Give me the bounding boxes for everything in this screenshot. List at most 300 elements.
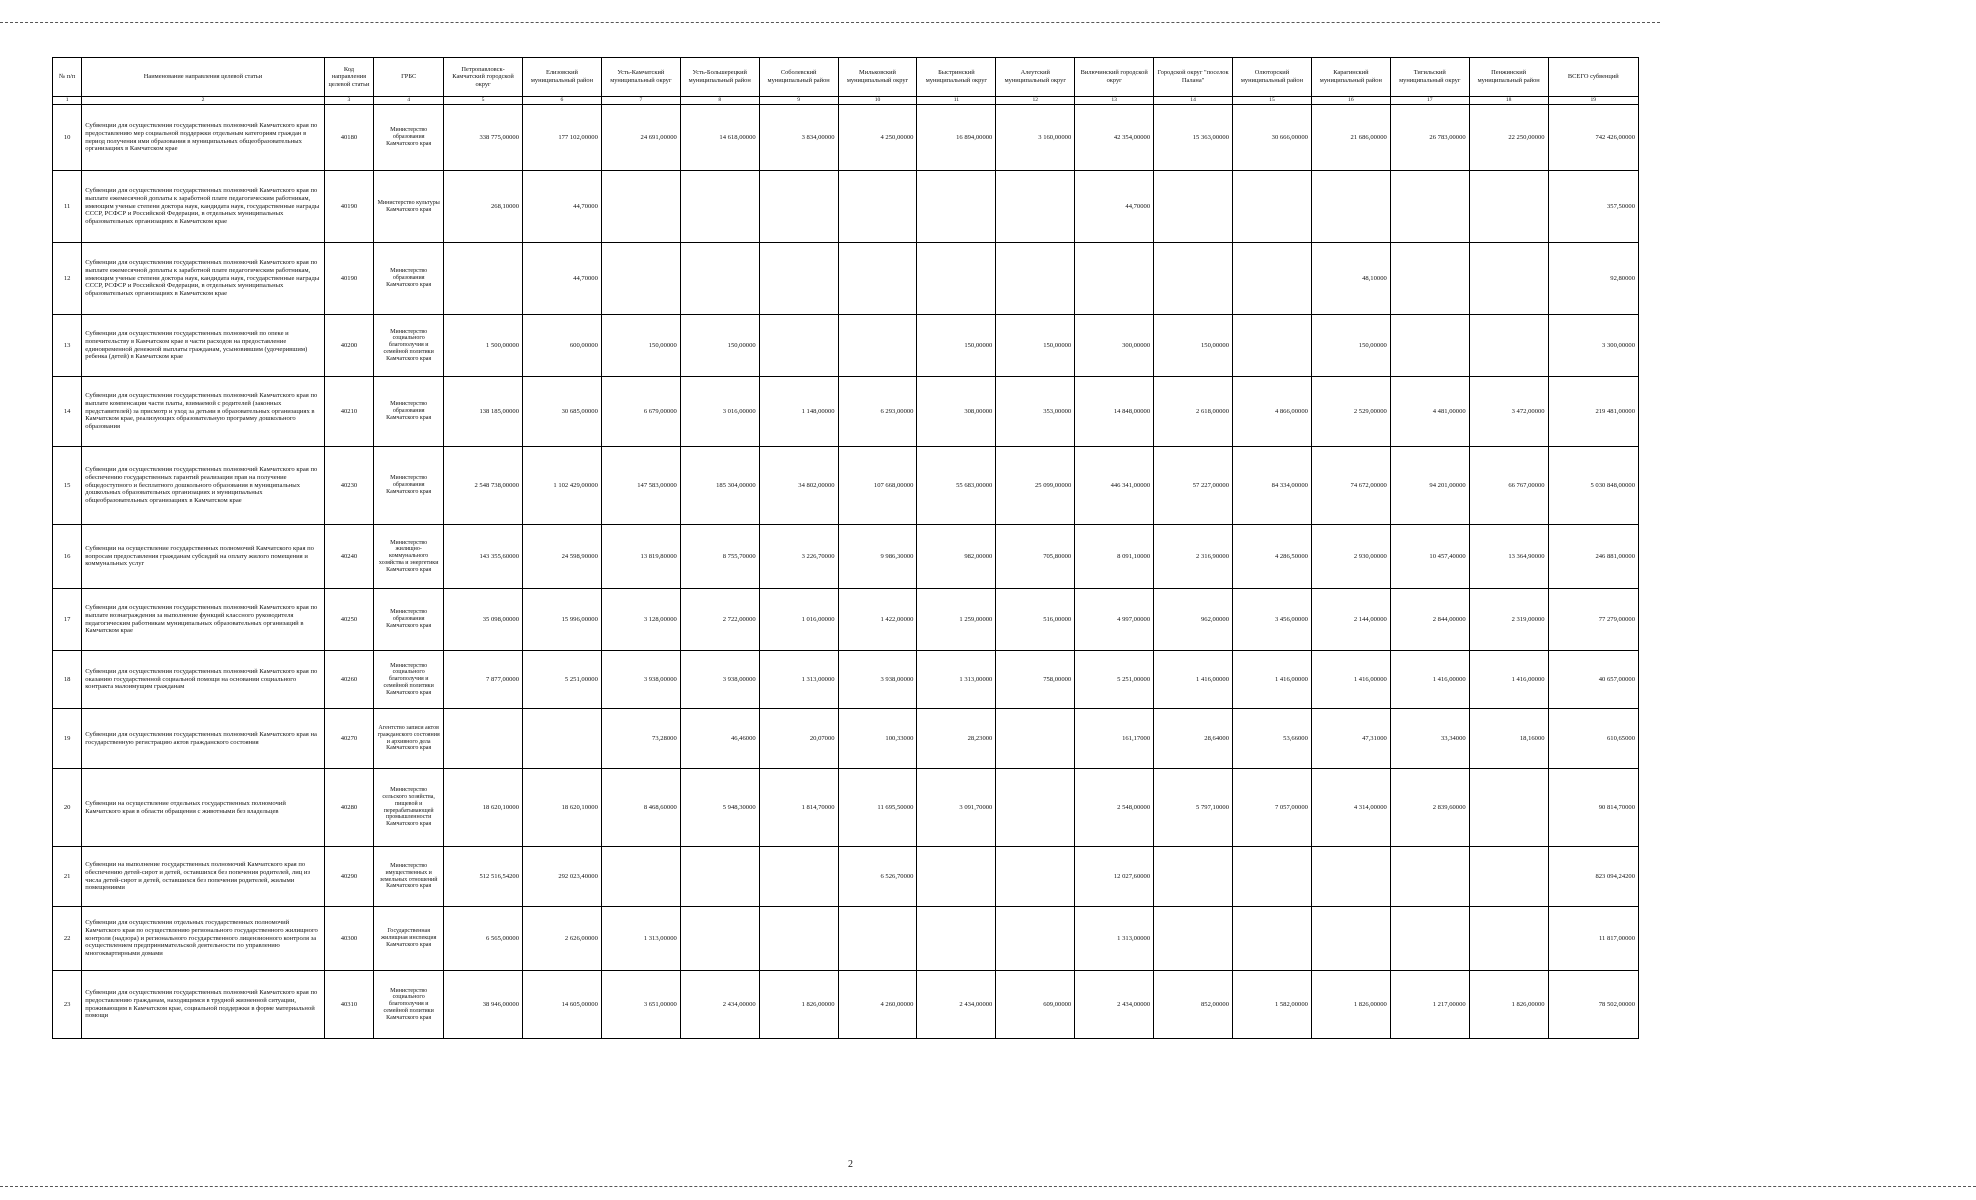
table-row	[53, 651, 1639, 709]
table-body	[53, 105, 1639, 1039]
row-value-cell	[996, 243, 1075, 315]
row-value-cell: 2 626,00000	[523, 907, 602, 971]
column-number: 17	[1390, 97, 1469, 105]
row-value-cell: 3 091,70000	[917, 769, 996, 847]
row-total-cell: 11 817,00000	[1548, 907, 1638, 971]
row-value-cell: 38 946,00000	[444, 971, 523, 1039]
column-header: Быстринский муниципальный округ	[917, 58, 996, 97]
column-number: 1	[53, 97, 82, 105]
row-value-cell: 73,28000	[601, 709, 680, 769]
row-value-cell: 1 416,00000	[1390, 651, 1469, 709]
row-value-cell: 100,33000	[838, 709, 917, 769]
column-header: Петропавловск-Камчатский городской округ	[444, 58, 523, 97]
row-name-cell: Субвенции для осуществления государственных полномочий Камчатского края по выплате ежемесячной доплаты к заработной плате педагогическим работникам, имеющим ученые степени доктора наук, кандидата наук, государственные награды СССР, РСФСР и Российской Федерации, в отдельных муниципальных образовательных организациях в Камчатском крае	[82, 243, 324, 315]
row-value-cell: 33,34000	[1390, 709, 1469, 769]
row-value-cell: 292 023,40000	[523, 847, 602, 907]
row-value-cell	[1233, 315, 1312, 377]
row-value-cell: 6 293,00000	[838, 377, 917, 447]
row-total-cell: 246 881,00000	[1548, 525, 1638, 589]
table-row	[53, 769, 1639, 847]
row-number-cell: 21	[53, 847, 82, 907]
column-number: 13	[1075, 97, 1154, 105]
row-value-cell	[1233, 847, 1312, 907]
column-number: 19	[1548, 97, 1638, 105]
row-value-cell: 512 516,54200	[444, 847, 523, 907]
column-header: Код направления целевой статьи	[324, 58, 374, 97]
row-value-cell	[680, 847, 759, 907]
column-number: 16	[1311, 97, 1390, 105]
column-header: ВСЕГО субвенций	[1548, 58, 1638, 97]
row-value-cell	[996, 847, 1075, 907]
row-code-cell: 40310	[324, 971, 374, 1039]
row-value-cell: 5 948,30000	[680, 769, 759, 847]
row-grbs-cell: Министерство образования Камчатского края	[374, 447, 444, 525]
row-value-cell: 2 529,00000	[1311, 377, 1390, 447]
row-code-cell: 40260	[324, 651, 374, 709]
row-value-cell: 2 839,60000	[1390, 769, 1469, 847]
row-name-cell: Субвенции для осуществления государственных полномочий Камчатского края по выплате компенсации части платы, взимаемой с родителей (законных представителей) за присмотр и уход за детьми в образовательных организациях в Камчатском крае, реализующих образовательную программу дошкольного образования	[82, 377, 324, 447]
row-total-cell: 3 300,00000	[1548, 315, 1638, 377]
row-name-cell: Субвенции на выполнение государственных полномочий Камчатского края по обеспечению детей-сирот и детей, оставшихся без попечения родителей, лиц из числа детей-сирот и детей, оставшихся без попечения родителей, жилыми помещениями	[82, 847, 324, 907]
row-value-cell: 15 363,00000	[1154, 105, 1233, 171]
row-name-cell: Субвенции для осуществления государственных полномочий Камчатского края по предоставлению гражданам, находящимся в трудной жизненной ситуации, проживающим в Камчатском крае, социальной поддержки в форме материальной помощи	[82, 971, 324, 1039]
row-number-cell: 16	[53, 525, 82, 589]
row-value-cell: 2 434,00000	[1075, 971, 1154, 1039]
row-value-cell: 3 834,00000	[759, 105, 838, 171]
row-value-cell	[1311, 847, 1390, 907]
row-value-cell	[759, 907, 838, 971]
table-row	[53, 847, 1639, 907]
row-value-cell	[996, 171, 1075, 243]
row-code-cell: 40180	[324, 105, 374, 171]
row-name-cell: Субвенции для осуществления государственных полномочий Камчатского края по предоставлению мер социальной поддержки отдельным категориям граждан в период получения ими образования в муниципальных общеобразовательных организациях в Камчатском крае	[82, 105, 324, 171]
column-header: Елизовский муниципальный район	[523, 58, 602, 97]
row-name-cell: Субвенции для осуществления государственных полномочий Камчатского края по обеспечению государственных гарантий реализации прав на получение общедоступного и бесплатного дошкольного образования в муниципальных дошкольных образовательных организациях и муниципальных общеобразовательных организациях в Камчатском крае	[82, 447, 324, 525]
column-header: № п/п	[53, 58, 82, 97]
row-value-cell	[1154, 243, 1233, 315]
row-value-cell	[523, 709, 602, 769]
row-value-cell: 13 364,90000	[1469, 525, 1548, 589]
row-grbs-cell: Министерство социального благополучия и семейной политики Камчатского края	[374, 971, 444, 1039]
row-value-cell	[1469, 171, 1548, 243]
row-value-cell: 3 128,00000	[601, 589, 680, 651]
row-value-cell: 2 548 738,00000	[444, 447, 523, 525]
row-code-cell: 40270	[324, 709, 374, 769]
row-value-cell: 150,00000	[917, 315, 996, 377]
row-value-cell: 353,00000	[996, 377, 1075, 447]
row-value-cell: 705,80000	[996, 525, 1075, 589]
row-value-cell: 46,46000	[680, 709, 759, 769]
row-grbs-cell: Министерство образования Камчатского края	[374, 589, 444, 651]
row-value-cell: 94 201,00000	[1390, 447, 1469, 525]
row-value-cell: 2 548,00000	[1075, 769, 1154, 847]
row-grbs-cell: Министерство имущественных и земельных отношений Камчатского края	[374, 847, 444, 907]
row-value-cell: 1 826,00000	[759, 971, 838, 1039]
column-number: 12	[996, 97, 1075, 105]
row-value-cell: 12 027,60000	[1075, 847, 1154, 907]
row-value-cell	[1154, 907, 1233, 971]
row-value-cell: 161,17000	[1075, 709, 1154, 769]
row-value-cell: 1 416,00000	[1154, 651, 1233, 709]
row-value-cell	[601, 847, 680, 907]
row-value-cell: 300,00000	[1075, 315, 1154, 377]
row-code-cell: 40280	[324, 769, 374, 847]
row-value-cell: 5 251,00000	[1075, 651, 1154, 709]
column-header: Усть-Большерецкий муниципальный район	[680, 58, 759, 97]
row-value-cell	[1075, 243, 1154, 315]
row-value-cell: 21 686,00000	[1311, 105, 1390, 171]
row-total-cell: 78 502,00000	[1548, 971, 1638, 1039]
row-value-cell: 268,10000	[444, 171, 523, 243]
row-value-cell	[1469, 243, 1548, 315]
row-value-cell: 1 500,00000	[444, 315, 523, 377]
row-name-cell: Субвенции на осуществление государственных полномочий Камчатского края по вопросам предоставления гражданам субсидий на оплату жилого помещения и коммунальных услуг	[82, 525, 324, 589]
row-number-cell: 13	[53, 315, 82, 377]
column-header: Олюторский муниципальный район	[1233, 58, 1312, 97]
row-value-cell	[996, 907, 1075, 971]
row-value-cell	[1311, 171, 1390, 243]
row-value-cell	[1154, 171, 1233, 243]
row-value-cell	[444, 243, 523, 315]
row-name-cell: Субвенции для осуществления государственных полномочий Камчатского края по оказанию государственной социальной помощи на основании социального контракта малоимущим гражданам	[82, 651, 324, 709]
row-number-cell: 18	[53, 651, 82, 709]
row-value-cell: 28,23000	[917, 709, 996, 769]
row-value-cell: 2 618,00000	[1154, 377, 1233, 447]
row-value-cell: 14 605,00000	[523, 971, 602, 1039]
column-number: 2	[82, 97, 324, 105]
row-number-cell: 23	[53, 971, 82, 1039]
row-value-cell: 1 416,00000	[1233, 651, 1312, 709]
row-value-cell	[1390, 907, 1469, 971]
row-value-cell: 18 620,10000	[523, 769, 602, 847]
row-total-cell: 742 426,00000	[1548, 105, 1638, 171]
row-value-cell: 10 457,40000	[1390, 525, 1469, 589]
row-value-cell: 14 848,00000	[1075, 377, 1154, 447]
row-value-cell: 1 313,00000	[1075, 907, 1154, 971]
row-code-cell: 40190	[324, 171, 374, 243]
row-value-cell	[1311, 907, 1390, 971]
row-total-cell: 219 481,00000	[1548, 377, 1638, 447]
column-number: 18	[1469, 97, 1548, 105]
row-value-cell: 3 472,00000	[1469, 377, 1548, 447]
row-code-cell: 40190	[324, 243, 374, 315]
row-value-cell: 4 286,50000	[1233, 525, 1312, 589]
row-value-cell: 2 722,00000	[680, 589, 759, 651]
row-total-cell: 823 094,24200	[1548, 847, 1638, 907]
row-value-cell: 185 304,00000	[680, 447, 759, 525]
column-number: 11	[917, 97, 996, 105]
row-code-cell: 40230	[324, 447, 374, 525]
row-value-cell	[1469, 769, 1548, 847]
row-name-cell: Субвенции для осуществления государственных полномочий Камчатского края по выплате вознаграждения за выполнение функций классного руководителя педагогическим работникам муниципальных образовательных организаций в Камчатском крае	[82, 589, 324, 651]
row-value-cell: 5 797,10000	[1154, 769, 1233, 847]
row-code-cell: 40210	[324, 377, 374, 447]
row-value-cell: 2 844,00000	[1390, 589, 1469, 651]
row-value-cell: 2 930,00000	[1311, 525, 1390, 589]
row-grbs-cell: Агентство записи актов гражданского состояния и архивного дела Камчатского края	[374, 709, 444, 769]
row-value-cell	[1390, 171, 1469, 243]
row-value-cell	[1469, 315, 1548, 377]
row-value-cell: 6 565,00000	[444, 907, 523, 971]
row-value-cell	[838, 315, 917, 377]
row-value-cell: 44,70000	[1075, 171, 1154, 243]
row-value-cell	[1469, 907, 1548, 971]
column-number: 15	[1233, 97, 1312, 105]
row-code-cell: 40240	[324, 525, 374, 589]
row-value-cell	[680, 171, 759, 243]
subvention-distribution-table	[52, 57, 1639, 1039]
column-header: Алеутский муниципальный округ	[996, 58, 1075, 97]
row-grbs-cell: Министерство культуры Камчатского края	[374, 171, 444, 243]
column-number: 5	[444, 97, 523, 105]
row-total-cell: 90 814,70000	[1548, 769, 1638, 847]
scan-edge-top	[0, 22, 1660, 23]
row-value-cell: 4 997,00000	[1075, 589, 1154, 651]
table-row	[53, 709, 1639, 769]
row-value-cell: 1 582,00000	[1233, 971, 1312, 1039]
row-name-cell: Субвенции для осуществления государственных полномочий Камчатского края на государственную регистрацию актов гражданского состояния	[82, 709, 324, 769]
row-number-cell: 19	[53, 709, 82, 769]
row-value-cell	[917, 907, 996, 971]
row-name-cell: Субвенции для осуществления государственных полномочий по опеке и попечительству в Камчатском крае в части расходов на предоставление единовременной денежной выплаты гражданам, усыновившим (удочерившим) ребенка (детей) в Камчатском крае	[82, 315, 324, 377]
row-value-cell: 24 598,90000	[523, 525, 602, 589]
row-value-cell: 22 250,00000	[1469, 105, 1548, 171]
row-number-cell: 20	[53, 769, 82, 847]
row-value-cell: 7 057,00000	[1233, 769, 1312, 847]
row-number-cell: 12	[53, 243, 82, 315]
row-value-cell: 30 685,00000	[523, 377, 602, 447]
row-value-cell: 2 316,90000	[1154, 525, 1233, 589]
row-value-cell	[444, 709, 523, 769]
row-grbs-cell: Министерство сельского хозяйства, пищевой и перерабатывающей промышленности Камчатского края	[374, 769, 444, 847]
table-row	[53, 589, 1639, 651]
table-row	[53, 907, 1639, 971]
row-value-cell: 8 091,10000	[1075, 525, 1154, 589]
row-number-cell: 15	[53, 447, 82, 525]
row-value-cell: 6 526,70000	[838, 847, 917, 907]
row-value-cell: 4 250,00000	[838, 105, 917, 171]
column-header: Мильковский муниципальный округ	[838, 58, 917, 97]
row-value-cell: 150,00000	[680, 315, 759, 377]
row-name-cell: Субвенции на осуществление отдельных государственных полномочий Камчатского края в области обращения с животными без владельцев	[82, 769, 324, 847]
row-value-cell: 609,00000	[996, 971, 1075, 1039]
row-value-cell	[601, 243, 680, 315]
scan-edge-bottom	[0, 1186, 1976, 1187]
row-value-cell: 26 783,00000	[1390, 105, 1469, 171]
row-value-cell: 758,00000	[996, 651, 1075, 709]
row-value-cell: 3 938,00000	[838, 651, 917, 709]
row-grbs-cell: Министерство образования Камчатского края	[374, 377, 444, 447]
row-value-cell	[1469, 847, 1548, 907]
column-number: 7	[601, 97, 680, 105]
row-value-cell: 55 683,00000	[917, 447, 996, 525]
table-row	[53, 171, 1639, 243]
row-value-cell: 600,00000	[523, 315, 602, 377]
row-value-cell: 962,00000	[1154, 589, 1233, 651]
row-value-cell: 84 334,00000	[1233, 447, 1312, 525]
table-row	[53, 315, 1639, 377]
row-value-cell: 446 341,00000	[1075, 447, 1154, 525]
row-value-cell: 15 996,00000	[523, 589, 602, 651]
row-value-cell: 30 666,00000	[1233, 105, 1312, 171]
row-value-cell	[1233, 171, 1312, 243]
column-number: 9	[759, 97, 838, 105]
row-number-cell: 22	[53, 907, 82, 971]
row-value-cell: 5 251,00000	[523, 651, 602, 709]
row-value-cell: 308,00000	[917, 377, 996, 447]
row-value-cell: 1 313,00000	[917, 651, 996, 709]
row-total-cell: 610,65000	[1548, 709, 1638, 769]
column-number: 3	[324, 97, 374, 105]
row-number-cell: 10	[53, 105, 82, 171]
row-value-cell	[680, 243, 759, 315]
row-value-cell	[1233, 243, 1312, 315]
table-row	[53, 447, 1639, 525]
row-value-cell: 1 016,00000	[759, 589, 838, 651]
row-value-cell: 1 416,00000	[1311, 651, 1390, 709]
row-value-cell: 47,31000	[1311, 709, 1390, 769]
row-total-cell: 92,80000	[1548, 243, 1638, 315]
row-value-cell: 4 481,00000	[1390, 377, 1469, 447]
row-total-cell: 357,50000	[1548, 171, 1638, 243]
row-value-cell: 143 355,60000	[444, 525, 523, 589]
row-grbs-cell: Министерство образования Камчатского края	[374, 105, 444, 171]
row-value-cell: 1 217,00000	[1390, 971, 1469, 1039]
row-value-cell: 44,70000	[523, 243, 602, 315]
row-value-cell: 18,16000	[1469, 709, 1548, 769]
page-number: 2	[848, 1159, 853, 1170]
row-value-cell	[1390, 847, 1469, 907]
column-header: Наименование направления целевой статьи	[82, 58, 324, 97]
row-value-cell: 11 695,50000	[838, 769, 917, 847]
row-value-cell: 3 160,00000	[996, 105, 1075, 171]
row-value-cell	[1233, 907, 1312, 971]
row-value-cell: 1 259,00000	[917, 589, 996, 651]
row-value-cell: 34 802,00000	[759, 447, 838, 525]
row-value-cell: 1 313,00000	[601, 907, 680, 971]
row-value-cell: 177 102,00000	[523, 105, 602, 171]
row-value-cell: 338 775,00000	[444, 105, 523, 171]
row-value-cell	[838, 171, 917, 243]
row-value-cell: 14 618,00000	[680, 105, 759, 171]
row-grbs-cell: Министерство образования Камчатского края	[374, 243, 444, 315]
row-value-cell: 8 468,60000	[601, 769, 680, 847]
row-value-cell: 107 668,00000	[838, 447, 917, 525]
row-value-cell: 852,00000	[1154, 971, 1233, 1039]
row-value-cell: 150,00000	[996, 315, 1075, 377]
row-value-cell: 1 814,70000	[759, 769, 838, 847]
row-name-cell: Субвенции для осуществления отдельных государственных полномочий Камчатского края по осуществлению регионального государственного жилищного контроля (надзора) и регионального государственного лицензионного контроля за осуществлением предпринимательской деятельности по управлению многоквартирными домами	[82, 907, 324, 971]
row-value-cell	[838, 243, 917, 315]
row-grbs-cell: Министерство жилищно-коммунального хозяйства и энергетики Камчатского края	[374, 525, 444, 589]
row-value-cell: 1 102 429,00000	[523, 447, 602, 525]
column-header: Пенжинский муниципальный район	[1469, 58, 1548, 97]
row-value-cell: 16 894,00000	[917, 105, 996, 171]
row-name-cell: Субвенции для осуществления государственных полномочий Камчатского края по выплате ежемесячной доплаты к заработной плате педагогическим работникам, имеющим ученые степени доктора наук, кандидата наук, государственные награды СССР, РСФСР и Российской Федерации, в отдельных муниципальных образовательных организациях в Камчатском крае	[82, 171, 324, 243]
row-number-cell: 17	[53, 589, 82, 651]
row-value-cell: 1 826,00000	[1469, 971, 1548, 1039]
table-column-number-row	[53, 97, 1639, 105]
column-header: Усть-Камчатский муниципальный округ	[601, 58, 680, 97]
row-value-cell	[601, 171, 680, 243]
row-value-cell: 2 319,00000	[1469, 589, 1548, 651]
column-number: 4	[374, 97, 444, 105]
table-row	[53, 105, 1639, 171]
table-row	[53, 971, 1639, 1039]
row-value-cell: 1 422,00000	[838, 589, 917, 651]
table-row	[53, 525, 1639, 589]
column-header: Тигильский муниципальный округ	[1390, 58, 1469, 97]
row-value-cell: 4 314,00000	[1311, 769, 1390, 847]
row-value-cell: 1 826,00000	[1311, 971, 1390, 1039]
row-value-cell: 150,00000	[1311, 315, 1390, 377]
column-header: Вилючинский городской округ	[1075, 58, 1154, 97]
row-value-cell: 3 938,00000	[601, 651, 680, 709]
row-value-cell: 3 456,00000	[1233, 589, 1312, 651]
row-value-cell: 25 099,00000	[996, 447, 1075, 525]
row-value-cell: 516,00000	[996, 589, 1075, 651]
row-code-cell: 40300	[324, 907, 374, 971]
row-value-cell: 24 691,00000	[601, 105, 680, 171]
table-header-row	[53, 58, 1639, 97]
column-number: 10	[838, 97, 917, 105]
row-value-cell	[1390, 243, 1469, 315]
row-value-cell: 147 583,00000	[601, 447, 680, 525]
row-total-cell: 40 657,00000	[1548, 651, 1638, 709]
row-value-cell: 2 144,00000	[1311, 589, 1390, 651]
column-header: Карагинский муниципальный район	[1311, 58, 1390, 97]
row-value-cell: 3 938,00000	[680, 651, 759, 709]
column-header: Городской округ "поселок Палана"	[1154, 58, 1233, 97]
row-value-cell	[917, 847, 996, 907]
row-value-cell	[996, 769, 1075, 847]
row-value-cell: 6 679,00000	[601, 377, 680, 447]
column-header: ГРБС	[374, 58, 444, 97]
row-value-cell: 4 260,00000	[838, 971, 917, 1039]
row-value-cell: 2 434,00000	[680, 971, 759, 1039]
row-value-cell	[996, 709, 1075, 769]
table-row	[53, 243, 1639, 315]
row-value-cell	[1154, 847, 1233, 907]
column-number: 6	[523, 97, 602, 105]
row-value-cell	[680, 907, 759, 971]
row-value-cell: 13 819,80000	[601, 525, 680, 589]
row-value-cell: 42 354,00000	[1075, 105, 1154, 171]
row-value-cell	[1390, 315, 1469, 377]
row-value-cell	[759, 847, 838, 907]
row-value-cell: 35 098,00000	[444, 589, 523, 651]
row-value-cell: 1 416,00000	[1469, 651, 1548, 709]
row-grbs-cell: Министерство социального благополучия и семейной политики Камчатского края	[374, 315, 444, 377]
row-value-cell: 20,07000	[759, 709, 838, 769]
row-grbs-cell: Министерство социального благополучия и семейной политики Камчатского края	[374, 651, 444, 709]
row-value-cell: 18 620,10000	[444, 769, 523, 847]
row-value-cell	[759, 171, 838, 243]
row-value-cell: 150,00000	[601, 315, 680, 377]
row-value-cell: 9 986,30000	[838, 525, 917, 589]
row-value-cell: 48,10000	[1311, 243, 1390, 315]
row-value-cell: 66 767,00000	[1469, 447, 1548, 525]
table-row	[53, 377, 1639, 447]
row-value-cell: 4 866,00000	[1233, 377, 1312, 447]
row-value-cell: 982,00000	[917, 525, 996, 589]
column-header: Соболевский муниципальный район	[759, 58, 838, 97]
row-number-cell: 14	[53, 377, 82, 447]
column-number: 8	[680, 97, 759, 105]
row-value-cell: 44,70000	[523, 171, 602, 243]
row-code-cell: 40200	[324, 315, 374, 377]
row-value-cell: 1 148,00000	[759, 377, 838, 447]
